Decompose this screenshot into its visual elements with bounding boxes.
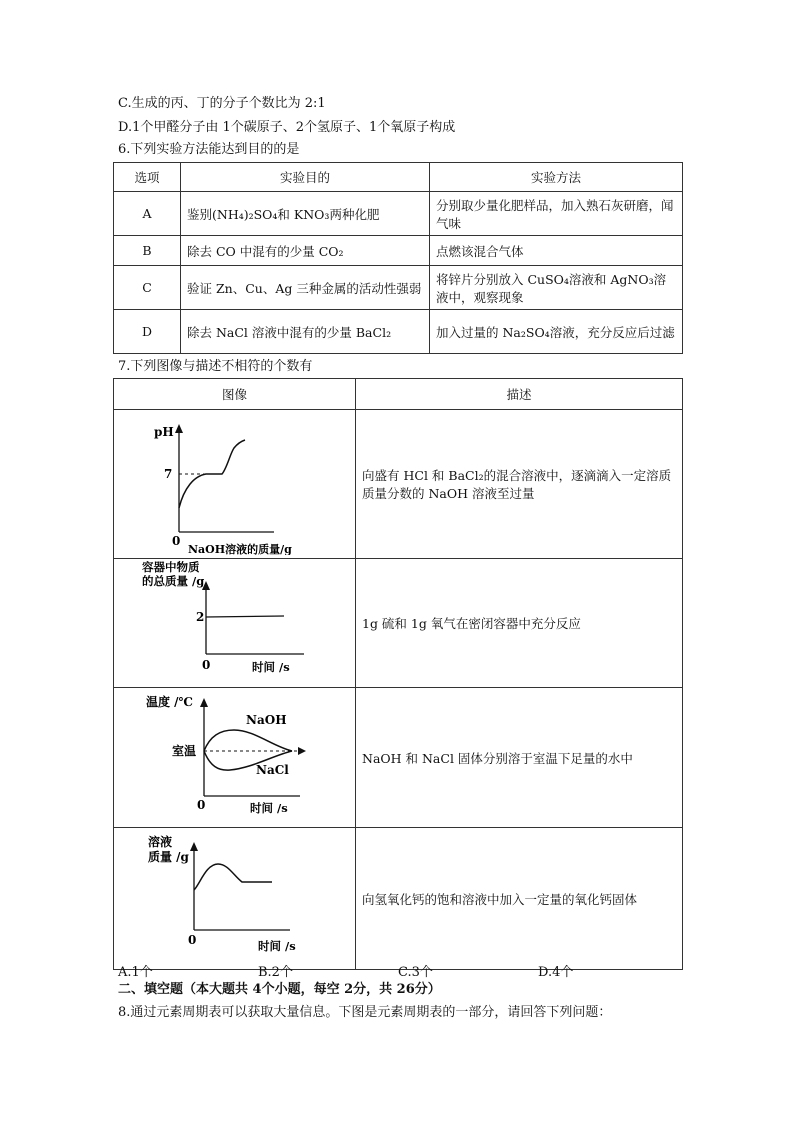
y-axis-label-line1: 溶液: [148, 835, 173, 849]
q8-stem: 8.通过元素周期表可以获取大量信息。下图是元素周期表的一部分，请回答下列问题：: [118, 1005, 612, 1020]
row-option: D: [114, 310, 181, 354]
y-axis-label: 温度 /℃: [146, 695, 193, 709]
naoh-curve-label: NaOH: [246, 713, 287, 727]
header-purpose: 实验目的: [181, 163, 430, 192]
y-tick-label: 室温: [172, 744, 197, 758]
header-description: 描述: [356, 379, 683, 410]
y-tick-label: 2: [196, 610, 205, 624]
origin-label: 0: [188, 933, 197, 947]
header-option: 选项: [114, 163, 181, 192]
table-row: [114, 828, 683, 970]
solution-mass-graph: [114, 828, 343, 966]
section-title: 二、填空题（本大题共 4个小题，每空 2分，共 26分）: [118, 982, 441, 997]
x-axis-label: NaOH溶液的质量/g: [188, 543, 292, 555]
y-axis-label-line2: 质量 /g: [148, 850, 189, 864]
table-row: [114, 310, 683, 354]
row-option: B: [114, 236, 181, 266]
graph-description: NaOH 和 NaCl 固体分别溶于室温下足量的水中: [356, 688, 683, 828]
graph-cell: [114, 828, 356, 970]
row-purpose: 除去 CO 中混有的少量 CO₂: [181, 236, 430, 266]
y-axis-label-line2: 的总质量 /g: [142, 574, 205, 588]
graph-description: 向氢氧化钙的饱和溶液中加入一定量的氧化钙固体: [356, 828, 683, 970]
origin-label: 0: [197, 798, 206, 812]
row-method: 点燃该混合气体: [430, 236, 683, 266]
row-method: 分别取少量化肥样品，加入熟石灰研磨，闻气味: [430, 192, 683, 236]
q7-option-b: B.2个: [258, 965, 293, 980]
q5-option-c: C.生成的丙、丁的分子个数比为 2:1: [118, 96, 326, 111]
x-axis-label: 时间 /s: [252, 660, 290, 674]
nacl-curve-label: NaCl: [256, 763, 289, 777]
row-option: C: [114, 266, 181, 310]
q7-stem: 7.下列图像与描述不相符的个数有: [118, 359, 313, 374]
graph-description: 向盛有 HCl 和 BaCl₂的混合溶液中，逐滴滴入一定溶质质量分数的 NaOH 溶液至过量: [356, 410, 683, 559]
table-header-row: [114, 379, 683, 410]
graph-cell: [114, 688, 356, 828]
table-row: [114, 236, 683, 266]
q5-option-d: D.1个甲醛分子由 1个碳原子、2个氢原子、1个氧原子构成: [118, 120, 456, 135]
row-method: 将锌片分别放入 CuSO₄溶液和 AgNO₃溶液中，观察现象: [430, 266, 683, 310]
table-row: [114, 266, 683, 310]
temperature-graph: [114, 688, 343, 824]
table-row: [114, 410, 683, 559]
row-option: A: [114, 192, 181, 236]
origin-label: 0: [202, 658, 211, 672]
header-graph: 图像: [114, 379, 356, 410]
header-method: 实验方法: [430, 163, 683, 192]
table-header-row: [114, 163, 683, 192]
x-axis-label: 时间 /s: [250, 801, 288, 815]
y-axis-label-line1: 容器中物质: [142, 560, 200, 574]
graph-description: 1g 硫和 1g 氧气在密闭容器中充分反应: [356, 559, 683, 688]
graph-cell: [114, 410, 356, 559]
q7-option-d: D.4个: [538, 965, 574, 980]
row-purpose: 鉴别(NH₄)₂SO₄和 KNO₃两种化肥: [181, 192, 430, 236]
mass-graph: [114, 559, 343, 684]
row-purpose: 验证 Zn、Cu、Ag 三种金属的活动性强弱: [181, 266, 430, 310]
row-purpose: 除去 NaCl 溶液中混有的少量 BaCl₂: [181, 310, 430, 354]
origin-label: 0: [172, 534, 181, 548]
q6-table: [113, 162, 683, 354]
row-method: 加入过量的 Na₂SO₄溶液，充分反应后过滤: [430, 310, 683, 354]
y-axis-label: pH: [154, 425, 174, 439]
table-row: [114, 559, 683, 688]
graph-cell: [114, 559, 356, 688]
ph-graph: [114, 410, 343, 555]
x-axis-label: 时间 /s: [258, 939, 296, 953]
q7-table: [113, 378, 683, 970]
q7-option-c: C.3个: [398, 965, 433, 980]
q7-option-a: A.1个: [118, 965, 153, 980]
table-row: [114, 688, 683, 828]
y-tick-label: 7: [164, 467, 173, 481]
q6-stem: 6.下列实验方法能达到目的的是: [118, 142, 300, 157]
table-row: [114, 192, 683, 236]
